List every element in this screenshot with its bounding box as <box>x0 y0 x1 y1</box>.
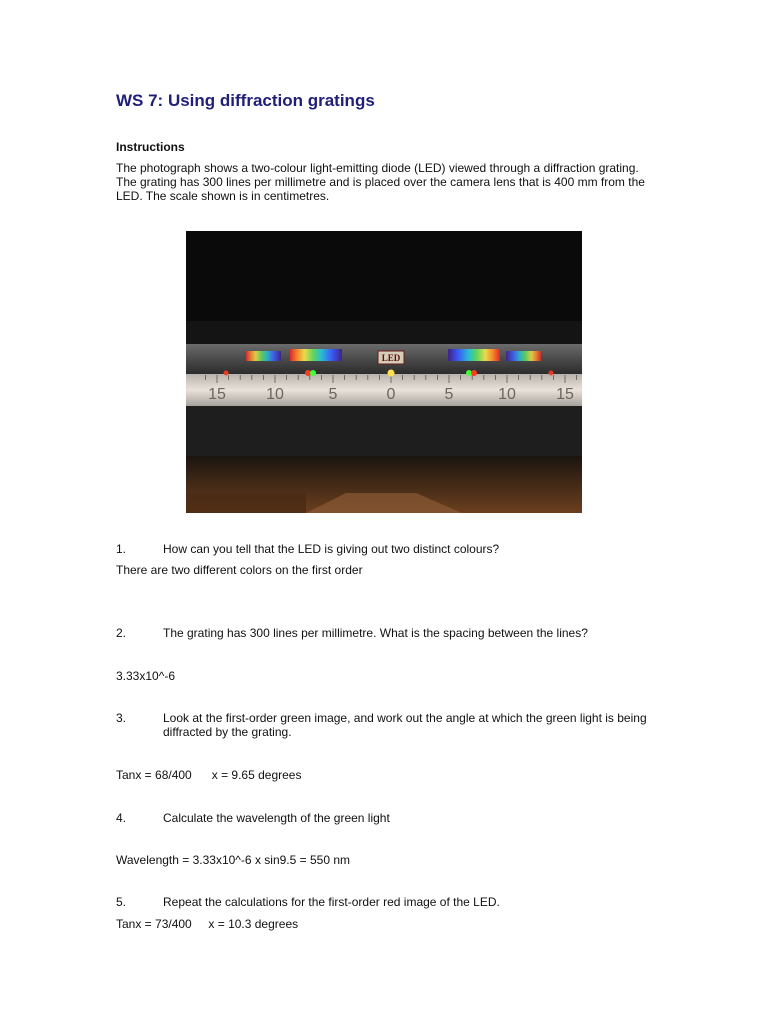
question-number: 4. <box>116 811 127 825</box>
instructions-paragraph: The photograph shows a two-colour light-emitting diode (LED) viewed through a diffraction grating. The grating has 300 lines per millimetre and is placed over the camera lens that is 400 mm from the LED. The scale shown is in centimetres. <box>116 161 645 203</box>
answer-2: 3.33x10^-6 <box>116 669 176 683</box>
ruler-label: 5 <box>328 386 338 403</box>
ruler-label: 15 <box>208 386 226 403</box>
question-text: Look at the first-order green image, and work out the angle at which the green light is being diffracted by the grating. <box>163 711 647 739</box>
ruler-label: 10 <box>498 386 516 403</box>
question-text: Calculate the wavelength of the green light <box>163 811 390 825</box>
question-number: 2. <box>116 626 127 640</box>
question-number: 3. <box>116 711 127 725</box>
page-title: WS 7: Using diffraction gratings <box>116 91 375 110</box>
spectrum-left-1st-order <box>290 349 342 361</box>
led-zeroth-order-dot <box>388 370 395 377</box>
question-text: The grating has 300 lines per millimetre. What is the spacing between the lines? <box>163 626 588 640</box>
spectrum-right-2nd-order <box>506 351 541 361</box>
spectrum-left-2nd-order <box>246 351 281 361</box>
ruler-label: 0 <box>386 386 396 403</box>
red-image-right-dot <box>471 370 477 376</box>
ruler-scale <box>186 374 582 406</box>
led-label-text: LED <box>381 353 401 363</box>
ruler-label: 15 <box>556 386 574 403</box>
spectrum-right-1st-order <box>448 349 500 361</box>
question-number: 5. <box>116 895 127 909</box>
green-image-left-dot <box>310 370 316 376</box>
diffraction-photo <box>186 231 582 513</box>
question-text: Repeat the calculations for the first-order red image of the LED. <box>163 895 500 909</box>
question-number: 1. <box>116 542 127 556</box>
answer-3: Tanx = 68/400 x = 9.65 degrees <box>116 768 302 782</box>
ruler-label: 5 <box>444 386 454 403</box>
instructions-heading: Instructions <box>116 140 185 154</box>
diffraction-photo-graphic <box>186 231 582 513</box>
answer-4: Wavelength = 3.33x10^-6 x sin9.5 = 550 nm <box>116 853 350 867</box>
ruler-label: 10 <box>266 386 284 403</box>
question-text: How can you tell that the LED is giving out two distinct colours? <box>163 542 500 556</box>
answer-5: Tanx = 73/400 x = 10.3 degrees <box>116 917 299 931</box>
answer-1: There are two different colors on the first order <box>116 563 363 577</box>
